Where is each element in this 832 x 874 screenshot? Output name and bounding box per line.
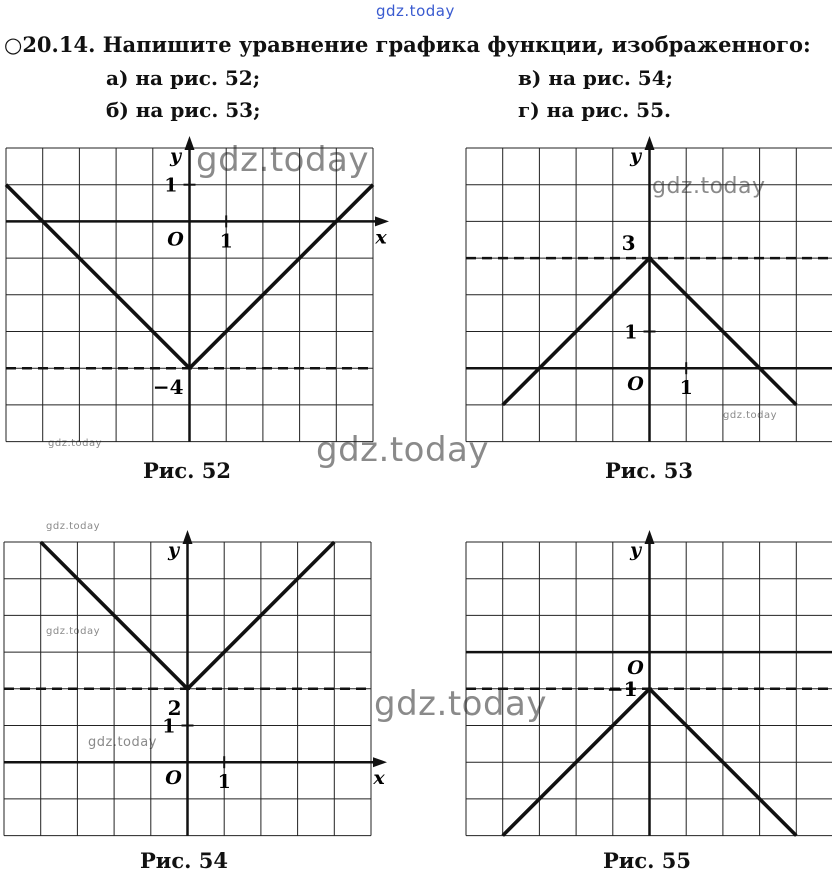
origin-label: O [165, 767, 182, 790]
watermark: gdz.today [46, 521, 101, 532]
watermark: gdz.today [374, 684, 547, 724]
watermark: gdz.today [316, 430, 489, 470]
y-axis-label: y [629, 539, 642, 561]
figure-54 [4, 539, 385, 838]
y-unit-label: 1 [164, 174, 178, 197]
y-axis-arrow [645, 136, 655, 150]
y-unit-label: 1 [162, 715, 176, 738]
watermark: gdz.today [48, 438, 103, 449]
x-axis-arrow [373, 757, 387, 767]
vertex-label: 3 [621, 231, 636, 256]
y-unit-label: 1 [624, 321, 638, 344]
y-axis-label: y [167, 539, 180, 561]
figure-55 [466, 539, 830, 832]
figure-caption: Рис. 54 [140, 848, 228, 873]
y-axis-label: y [169, 145, 182, 167]
y-axis-arrow [185, 136, 195, 150]
y-axis-arrow [645, 530, 655, 544]
figure-52 [6, 145, 387, 444]
problem-text: Напишите уравнение графика функции, изображенного: [102, 32, 811, 57]
watermark: gdz.today [723, 410, 778, 421]
watermark: gdz.today [46, 626, 101, 637]
x-axis-label: x [373, 767, 385, 790]
watermark: gdz.today [88, 735, 157, 750]
x-axis-label: x [375, 226, 387, 249]
y-axis-arrow [183, 530, 193, 544]
problem-part-a: а) на рис. 52; [106, 66, 261, 90]
x-unit-label: 1 [217, 771, 231, 794]
origin-label: O [167, 228, 184, 251]
x-unit-label: 1 [679, 377, 693, 400]
watermark-top: gdz.today [376, 2, 455, 20]
watermark: gdz.today [652, 174, 766, 199]
x-axis-arrow [375, 216, 389, 226]
problem-statement [4, 32, 811, 57]
vertex-label: −1 [606, 676, 638, 701]
vertex-label: −4 [152, 375, 184, 400]
figure-caption: Рис. 55 [603, 848, 691, 873]
y-axis-label: y [629, 145, 642, 167]
vertex-label: 2 [167, 695, 182, 720]
problem-number: ○20.14. [4, 32, 96, 57]
problem-part-c: в) на рис. 54; [518, 66, 674, 90]
figure-caption: Рис. 53 [605, 458, 693, 483]
problem-part-d: г) на рис. 55. [518, 98, 671, 122]
problem-part-b: б) на рис. 53; [106, 98, 261, 122]
x-unit-label: 1 [219, 230, 233, 253]
figure-53 [466, 145, 830, 438]
origin-label: O [627, 657, 644, 680]
watermark: gdz.today [196, 140, 369, 180]
figure-caption: Рис. 52 [143, 458, 231, 483]
origin-label: O [627, 373, 644, 396]
